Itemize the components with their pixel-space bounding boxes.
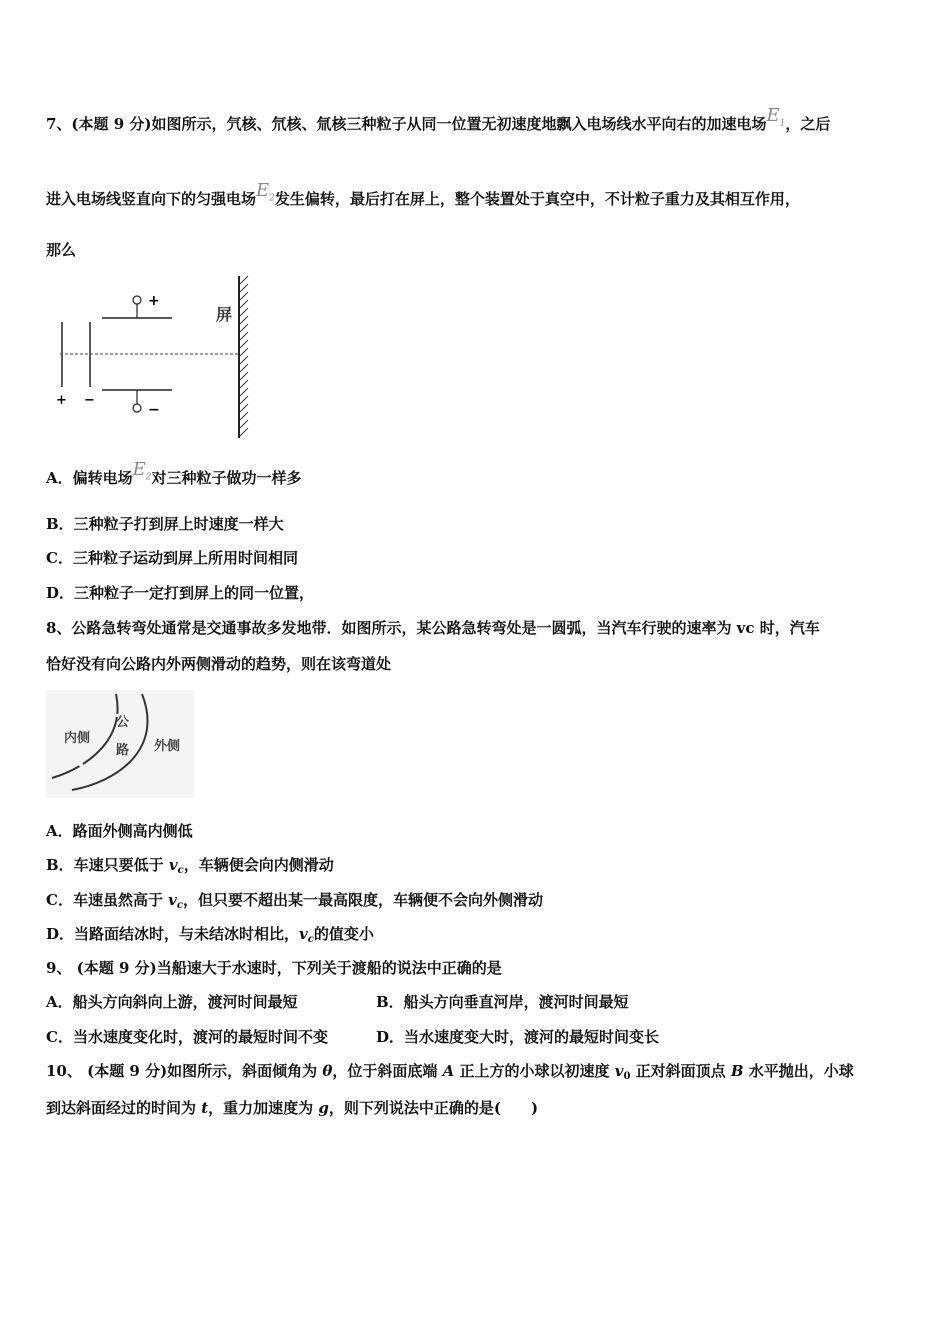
q7-optD: D．三种粒子一定打到屏上的同一位置， bbox=[46, 584, 315, 602]
q9-line1: 9、 (本题 9 分)当船速大于水速时，下列关于渡船的说法中正确的是 bbox=[46, 959, 502, 977]
q7-line1: 7、(本题 9 分)如图所示，氕核、氘核、氚核三种粒子从同一位置无初速度地飘入电场线水平向右的加速电场$E_1$，之后 bbox=[46, 105, 831, 133]
q9-optD: D．当水速度变大时，渡河的最短时间变长 bbox=[376, 1028, 660, 1046]
minus-bottom: − bbox=[148, 402, 160, 418]
q7-optA: A．偏转电场$E_2$对三种粒子做功一样多 bbox=[46, 459, 302, 487]
q7-optC: C．三种粒子运动到屏上所用时间相同 bbox=[46, 549, 298, 567]
minus-left: − bbox=[84, 393, 95, 408]
terminal-bottom bbox=[133, 404, 141, 412]
q8-optA: A．路面外侧高内侧低 bbox=[46, 822, 193, 840]
q7-line2: 进入电场线竖直向下的匀强电场$E_2$发生偏转，最后打在屏上，整个装置处于真空中，不计粒子重力及其相互作用， bbox=[46, 180, 800, 208]
road-label-1: 公 bbox=[116, 715, 130, 730]
inner-label: 内侧 bbox=[64, 731, 91, 746]
plus-top: + bbox=[148, 293, 160, 309]
terminal-top bbox=[133, 296, 141, 304]
screen-label: 屏 bbox=[216, 305, 233, 324]
q7-line3: 那么 bbox=[46, 241, 77, 259]
q8-figure bbox=[46, 690, 194, 798]
q8-line2: 恰好没有向公路内外两侧滑动的趋势，则在该弯道处 bbox=[46, 655, 392, 673]
q7-figure bbox=[50, 272, 260, 442]
q8-optB: B．车速只要低于 $v_c$，车辆便会向内侧滑动 bbox=[46, 856, 334, 876]
q10-line2: 到达斜面经过的时间为 t，重力加速度为 g，则下列说法中正确的是( ) bbox=[46, 1099, 539, 1117]
q8-optC: C．车速虽然高于 $v_c$，但只要不超出某一最高限度，车辆便不会向外侧滑动 bbox=[46, 891, 543, 911]
screen-hatch bbox=[240, 276, 248, 436]
q9-optC: C．当水速度变化时，渡河的最短时间不变 bbox=[46, 1028, 328, 1046]
q10-line1: 10、 (本题 9 分)如图所示，斜面倾角为 θ，位于斜面底端 A 正上方的小球以初速度 $v_0$ 正对斜面顶点 B 水平抛出，小球 bbox=[46, 1062, 854, 1082]
q7-optB: B．三种粒子打到屏上时速度一样大 bbox=[46, 515, 284, 533]
e2-symbol-optA: $E_2$ bbox=[132, 459, 152, 483]
q8-line1: 8、公路急转弯处通常是交通事故多发地带．如图所示，某公路急转弯处是一圆弧，当汽车行驶的速率为 vc 时，汽车 bbox=[46, 619, 820, 637]
plus-left: + bbox=[56, 393, 67, 408]
q8-optD: D．当路面结冰时，与未结冰时相比，$v_c$的值变小 bbox=[46, 925, 374, 945]
e1-symbol: $E_1$ bbox=[766, 105, 786, 129]
outer-label: 外侧 bbox=[154, 739, 181, 754]
road-label-2: 路 bbox=[116, 743, 130, 758]
q9-optA: A．船头方向斜向上游，渡河时间最短 bbox=[46, 993, 298, 1011]
e2-symbol: $E_2$ bbox=[256, 180, 275, 204]
q9-optB: B．船头方向垂直河岸，渡河时间最短 bbox=[376, 993, 629, 1011]
